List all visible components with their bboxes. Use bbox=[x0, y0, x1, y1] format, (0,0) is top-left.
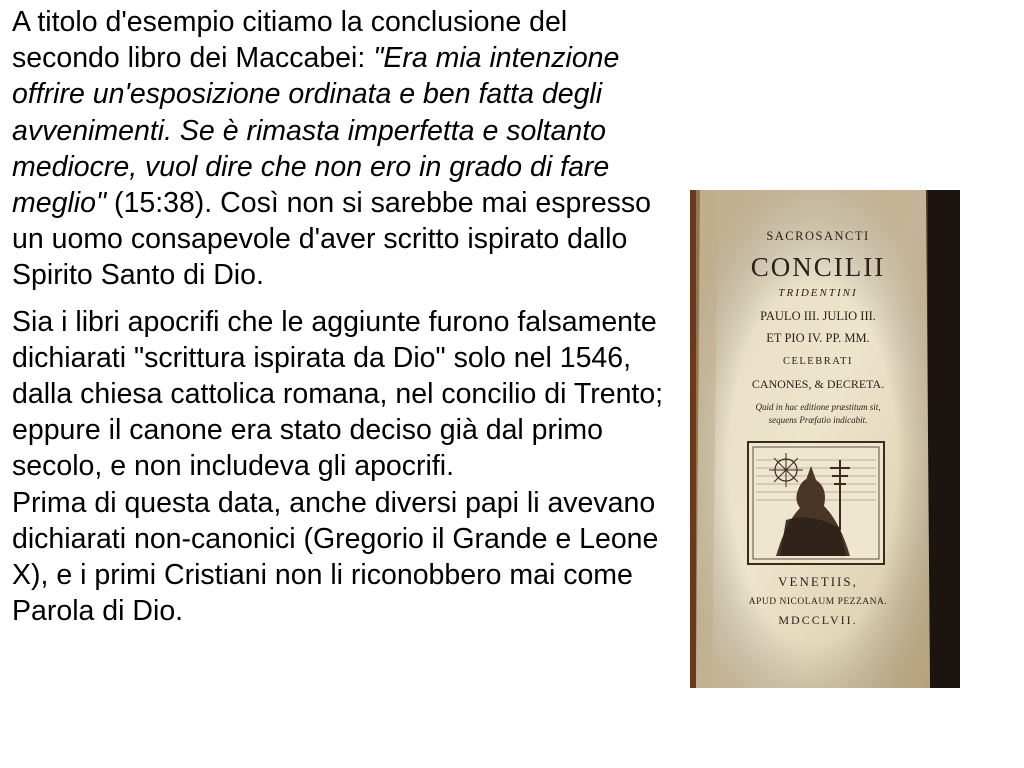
tp-line6: CELEBRATI bbox=[782, 356, 854, 367]
para1-quote: "Era mia intenzione offrire un'esposizione ordinata e ben fatta degli avvenimenti. Se è rimasta imperfetta e soltanto mediocre, vuol dire che non ero in grado di fare meglio" bbox=[12, 42, 620, 220]
tp-line7: CANONES, & DECRETA. bbox=[751, 377, 885, 391]
paragraph-maccabees bbox=[12, 4, 672, 294]
tp-line2: CONCILII bbox=[750, 252, 886, 282]
tp-line11: APUD NICOLAUM PEZZANA. bbox=[748, 597, 888, 607]
tp-line9: sequens Præfatio indicabit. bbox=[768, 415, 868, 425]
para2-line-b: Prima di questa data, anche diversi papi li avevano dichiarati non-canonici (Gregorio il Grande e Leone X), e i primi Cristiani non li riconobbero mai come Parola di Dio. bbox=[12, 486, 659, 628]
para1-after: (15:38). Così non si sarebbe mai espresso un uomo consapevole d'aver scritto ispirato dallo Spirito Santo di Dio. bbox=[12, 187, 652, 292]
tp-line4: PAULO III. JULIO III. bbox=[760, 309, 876, 323]
para1-intro: A titolo d'esempio citiamo la conclusione del secondo libro dei Maccabei: bbox=[12, 6, 568, 75]
paragraph-trent bbox=[12, 304, 672, 630]
book-title-page-photo bbox=[690, 190, 960, 688]
tp-line1: SACROSANCTI bbox=[766, 229, 870, 243]
tp-line5: ET PIO IV. PP. MM. bbox=[766, 331, 870, 345]
tp-line8: Quid in hac editione præstitum sit, bbox=[755, 402, 881, 412]
engraving-vignette bbox=[748, 442, 884, 564]
body-text bbox=[12, 4, 672, 629]
tp-line3: TRIDENTINI bbox=[778, 287, 858, 299]
tp-line12: MDCCLVII. bbox=[778, 613, 858, 627]
para2-line-a: Sia i libri apocrifi che le aggiunte furono falsamente dichiarati "scrittura ispirata da Dio" solo nel 1546, dalla chiesa cattolica romana, nel concilio di Trento; eppure il canone era stato deciso già dal primo secolo, e non includeva gli apocrifi. bbox=[12, 305, 664, 483]
tp-line10: VENETIIS, bbox=[778, 574, 858, 589]
